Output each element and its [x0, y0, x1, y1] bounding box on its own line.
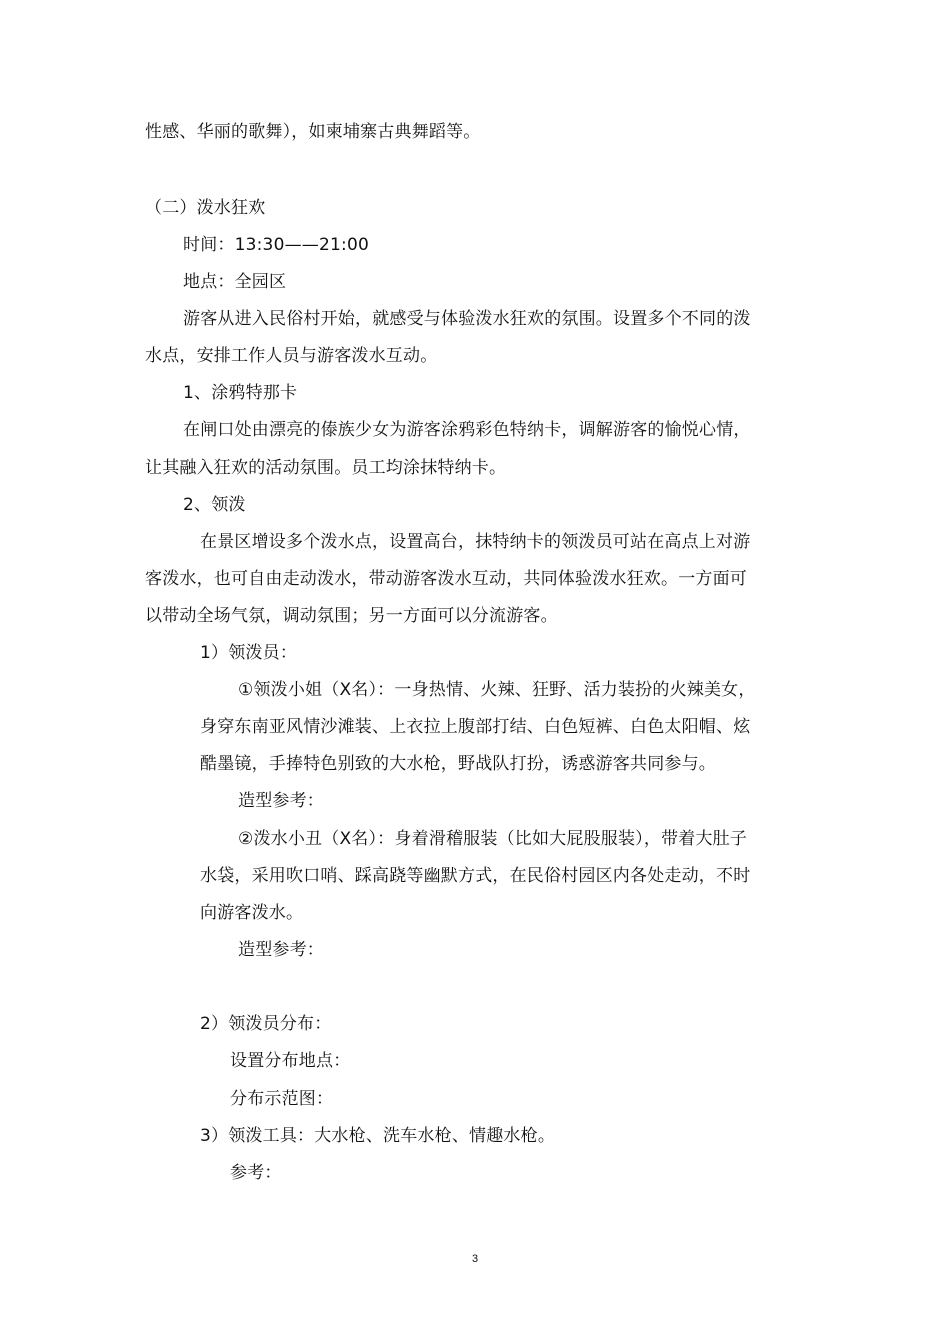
paragraph-lead-splash-line-2: 客泼水，也可自由走动泼水，带动游客泼水互动，共同体验泼水狂欢。一方面可: [145, 569, 747, 589]
text-line-time: 时间：13:30——21:00: [183, 235, 369, 255]
paragraph-clown-line-1: ②泼水小丑（X名）：身着滑稽服装（比如大屁股服装），带着大肚子: [238, 829, 748, 849]
list-item-lead-staff: 1）领泼员：: [200, 643, 298, 663]
list-item-staff-distribution: 2）领泼员分布：: [200, 1014, 332, 1034]
text-line-distribution-diagram: 分布示范图：: [230, 1089, 334, 1109]
paragraph-intro-line-1: 游客从进入民俗村开始，就感受与体验泼水狂欢的氛围。设置多个不同的泼: [183, 309, 751, 329]
text-line-location: 地点：全园区: [183, 272, 287, 292]
paragraph-lead-lady-line-2: 身穿东南亚风情沙滩装、上衣拉上腹部打结、白色短裤、白色太阳帽、炫: [200, 717, 751, 737]
paragraph-graffiti-line-1: 在闸口处由漂亮的傣族少女为游客涂鸦彩色特纳卡，调解游客的愉悦心情，: [183, 420, 751, 440]
subheading-lead-splash: 2、领泼: [183, 495, 246, 515]
paragraph-lead-lady-line-1: ①领泼小姐（X名）：一身热情、火辣、狂野、活力装扮的火辣美女，: [238, 680, 756, 700]
paragraph-lead-lady-line-3: 酷墨镜，手捧特色别致的大水枪，野战队打扮，诱惑游客共同参与。: [200, 754, 716, 774]
text-line-distribution-sites: 设置分布地点：: [230, 1051, 351, 1071]
paragraph-clown-line-3: 向游客泼水。: [200, 903, 304, 923]
paragraph-lead-splash-line-3: 以带动全场气氛，调动氛围；另一方面可以分流游客。: [145, 606, 558, 626]
list-item-lead-tools: 3）领泼工具：大水枪、洗车水枪、情趣水枪。: [200, 1126, 556, 1146]
text-line-style-reference-2: 造型参考：: [238, 940, 324, 960]
paragraph-intro-line-2: 水点，安排工作人员与游客泼水互动。: [145, 346, 438, 366]
text-line-continuation: 性感、华丽的歌舞），如柬埔寨古典舞蹈等。: [145, 122, 481, 142]
paragraph-graffiti-line-2: 让其融入狂欢的活动氛围。员工均涂抹特纳卡。: [145, 458, 507, 478]
section-heading-water-carnival: （二）泼水狂欢: [145, 198, 266, 218]
paragraph-lead-splash-line-1: 在景区增设多个泼水点，设置高台，抹特纳卡的领泼员可站在高点上对游: [200, 532, 751, 552]
text-line-style-reference-1: 造型参考：: [238, 791, 324, 811]
text-line-reference: 参考：: [230, 1163, 282, 1183]
subheading-graffiti: 1、涂鸦特那卡: [183, 383, 298, 403]
page-number: 3: [471, 1253, 479, 1265]
paragraph-clown-line-2: 水袋，采用吹口哨、踩高跷等幽默方式，在民俗村园区内各处走动，不时: [200, 866, 751, 886]
